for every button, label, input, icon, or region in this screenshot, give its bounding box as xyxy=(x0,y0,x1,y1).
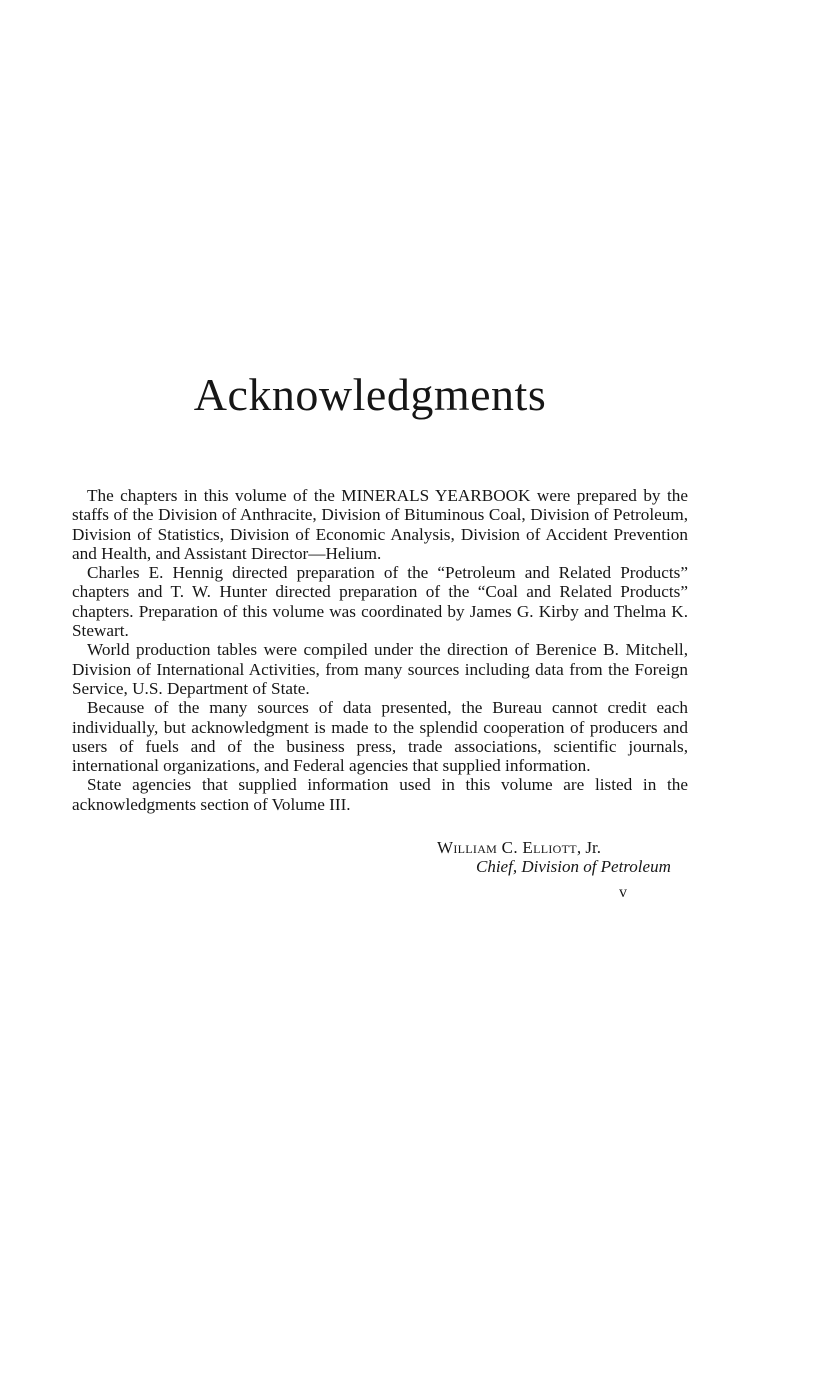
yearbook-title: MINERALS YEARBOOK xyxy=(341,486,531,505)
paragraph-1 xyxy=(72,486,688,563)
signature-name-line xyxy=(437,838,601,857)
signature-suffix: , Jr. xyxy=(576,838,601,857)
signature-title-role: Chief xyxy=(476,857,513,876)
signature-title-division: , Division of Petroleum xyxy=(512,857,671,876)
signature-name: William C. Elliott xyxy=(437,838,577,857)
signature-title xyxy=(476,857,671,876)
page-number: v xyxy=(619,884,627,901)
paragraph-3: World production tables were compiled under the direction of Berenice B. Mitchell, Division of International Activities, from many sources including data from the Foreign Service, U.S. Department of State. xyxy=(72,640,688,698)
acknowledgments-body xyxy=(72,486,688,814)
paragraph-5: State agencies that supplied information used in this volume are listed in the acknowledgments section of Volume III. xyxy=(72,775,688,814)
page-title: Acknowledgments xyxy=(193,369,547,420)
paragraph-4: Because of the many sources of data presented, the Bureau cannot credit each individually, but acknowledgment is made to the splendid cooperation of producers and users of fuels and of the business press, trade associations, scientific journals, international organizations, and Federal agencies that supplied information. xyxy=(72,698,688,776)
paragraph-1-pre: The chapters in this volume of the xyxy=(87,486,342,505)
paragraph-2: Charles E. Hennig directed preparation of the “Petroleum and Related Products” chapters and T. W. Hunter directed preparation of the “Coal and Related Products” chapters. Preparation of this volume was coordinated by James G. Kirby and Thelma K. Stewart. xyxy=(72,563,688,641)
paragraph-1-post: were prepared by the staffs of the Division of Anthracite, Division of Bituminous Coal, Division of Petroleum, Division of Statistics, Division of Economic Analysis, Division of Accident Prevention and Health, and Assistant Director—Helium. xyxy=(72,486,688,563)
